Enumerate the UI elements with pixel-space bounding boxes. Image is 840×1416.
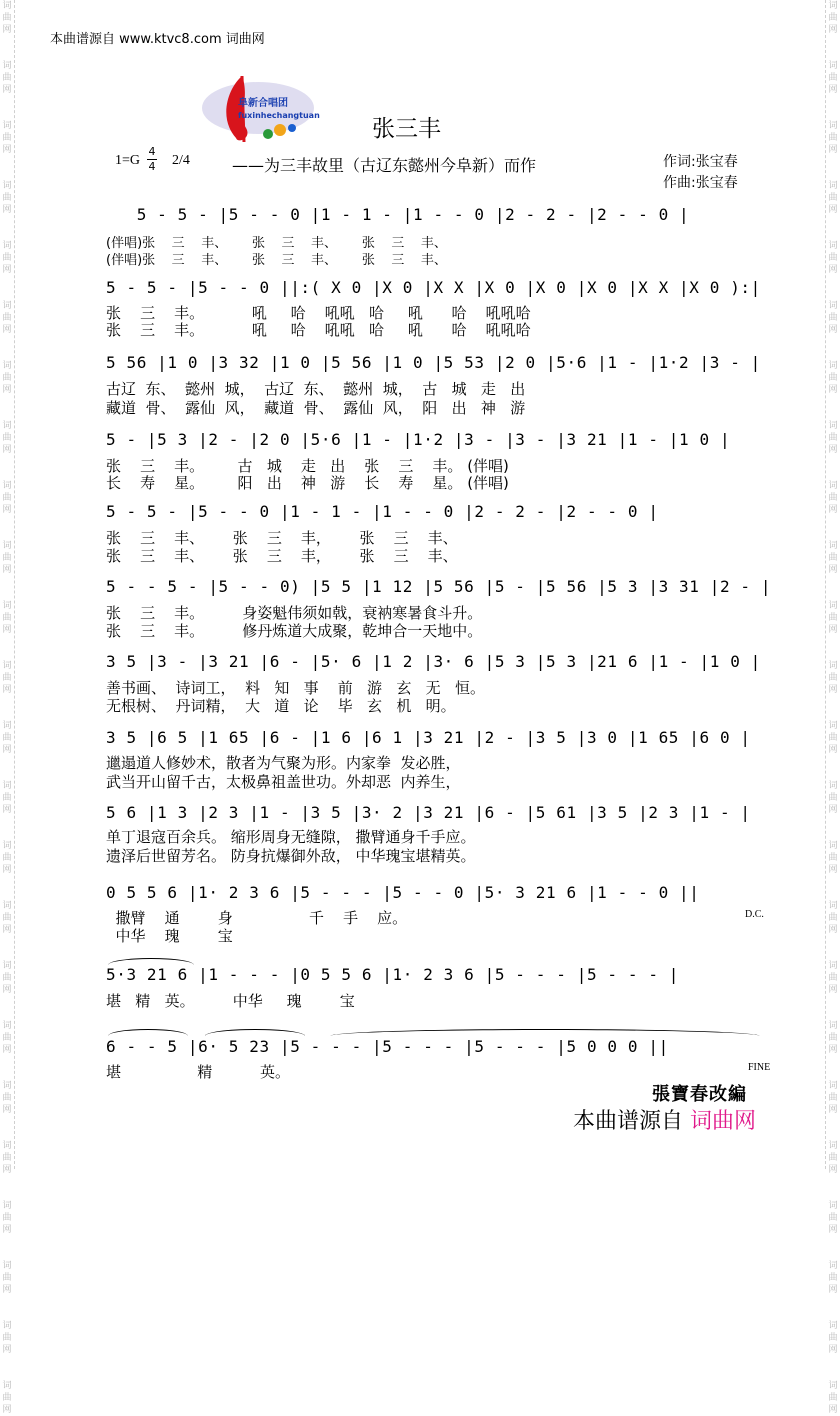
- watermark-left: 词 曲 网 词 曲 网 词 曲 网 词 曲 网 词 曲 网 词 曲 网 词 曲 网 词 曲 网 词 曲 网 词 曲 网 词 曲 网 词 曲 网 词 曲 网 词 曲 网 词 曲 网 词 曲 网 词 曲 网 词 曲 网 词 曲 网 词 曲 网 词 曲 网 词 曲 网 词 曲 网 词 曲 网: [0, 0, 15, 1169]
- song-title: 张三丰: [372, 116, 441, 142]
- lyrics-1-verse-1: (伴唱)张 三 丰、 张 三 丰、 张 三 丰、: [106, 236, 447, 251]
- composer: 作曲:张宝春: [663, 175, 738, 191]
- lyrics-9-verse-2: 遗泽后世留芳名。 防身抗爆御外敌， 中华瑰宝堪精英。: [106, 847, 476, 865]
- lyrics-2-verse-1: 张 三 丰。 吼 哈 吼吼 哈 吼 哈 吼吼哈: [106, 304, 531, 322]
- slur-3: [205, 1029, 305, 1036]
- source-line: 本曲谱源自 www.ktvc8.com 词曲网: [50, 32, 265, 47]
- slur-4: [330, 1029, 760, 1036]
- notation-line-2: 5 - 5 - |5 - - 0 ||:( X 0 |X 0 |X X |X 0 |X 0 |X 0 |X X |X 0 ):|: [106, 278, 761, 297]
- lyrics-11: 堪 精 英。 中华 瑰 宝: [106, 992, 355, 1010]
- meter-numerator: 4: [148, 145, 156, 158]
- lyrics-8-verse-1: 邋遢道人修妙术，散者为气聚为形。内家拳 发必胜，: [106, 754, 461, 772]
- lyrics-9-verse-1: 单丁退寇百余兵。 缩形周身无缝隙， 撒臂通身千手应。: [106, 828, 476, 846]
- slur-1: [108, 958, 194, 965]
- lyrics-7-verse-1: 善书画、 诗词工， 料 知 事 前 游 玄 无 恒。: [106, 679, 485, 697]
- lyrics-4-verse-1: 张 三 丰。 古 城 走 出 张 三 丰。 (伴唱): [106, 457, 509, 475]
- lyricist: 作词:张宝春: [663, 154, 738, 170]
- dc-mark: D.C.: [745, 909, 764, 920]
- watermark-right: 词 曲 网 词 曲 网 词 曲 网 词 曲 网 词 曲 网 词 曲 网 词 曲 网 词 曲 网 词 曲 网 词 曲 网 词 曲 网 词 曲 网 词 曲 网 词 曲 网 词 曲 网 词 曲 网 词 曲 网 词 曲 网 词 曲 网 词 曲 网 词 曲 网 词 曲 网 词 曲 网 词 曲 网: [825, 0, 840, 1169]
- lyrics-3-verse-2: 藏道 骨、 露仙 风， 藏道 骨、 露仙 风， 阳 出 神 游: [106, 399, 526, 417]
- notation-line-4: 5 - |5 3 |2 - |2 0 |5·6 |1 - |1·2 |3 - |3 - |3 21 |1 - |1 0 |: [106, 430, 731, 449]
- slur-2: [108, 1029, 188, 1036]
- notation-line-3: 5 56 |1 0 |3 32 |1 0 |5 56 |1 0 |5 53 |2 0 |5·6 |1 - |1·2 |3 - |: [106, 353, 761, 372]
- lyrics-6-verse-1: 张 三 丰。 身姿魁伟须如戟，衰衲寒暑食斗升。: [106, 604, 483, 622]
- notation-line-8: 3 5 |6 5 |1 65 |6 - |1 6 |6 1 |3 21 |2 - |3 5 |3 0 |1 65 |6 0 |: [106, 728, 751, 747]
- lyrics-10-verse-2: 中华 瑰 宝: [106, 927, 233, 945]
- lyrics-5-verse-1: 张 三 丰、 张 三 丰， 张 三 丰、: [106, 529, 458, 547]
- key-signature: 1=G: [115, 153, 141, 168]
- subtitle: ——为三丰故里（古辽东懿州今阜新）而作: [232, 156, 537, 175]
- source-prefix: 本曲谱源自: [573, 1109, 684, 1134]
- arranger-signature: 張寶春改編: [652, 1084, 747, 1105]
- lyrics-1-verse-2: (伴唱)张 三 丰、 张 三 丰、 张 三 丰、: [106, 253, 447, 268]
- notation-line-6: 5 - - 5 - |5 - - 0) |5 5 |1 12 |5 56 |5 - |5 56 |5 3 |3 31 |2 - |: [106, 577, 772, 596]
- lyrics-5-verse-2: 张 三 丰、 张 三 丰， 张 三 丰、: [106, 547, 458, 565]
- notation-line-10: 0 5 5 6 |1· 2 3 6 |5 - - - |5 - - 0 |5· 3 21 6 |1 - - 0 ||: [106, 883, 700, 902]
- source-footer: [573, 1104, 756, 1135]
- notation-line-5: 5 - 5 - |5 - - 0 |1 - 1 - |1 - - 0 |2 - 2 - |2 - - 0 |: [106, 502, 659, 521]
- lyrics-10-verse-1: 撒臂 通 身 千 手 应。: [106, 909, 408, 927]
- notation-line-11: 5·3 21 6 |1 - - - |0 5 5 6 |1· 2 3 6 |5 - - - |5 - - - |: [106, 965, 680, 984]
- notation-line-1: 5 - 5 - |5 - - 0 |1 - 1 - |1 - - 0 |2 - 2 - |2 - - 0 |: [106, 205, 690, 224]
- lyrics-2-verse-2: 张 三 丰。 吼 哈 吼吼 哈 吼 哈 吼吼哈: [106, 321, 531, 339]
- fine-mark: FINE: [748, 1062, 771, 1073]
- lyrics-12: 堪 精 英。: [106, 1063, 290, 1081]
- time-signature: [147, 145, 157, 174]
- source-site: 词曲网: [690, 1109, 757, 1134]
- lyrics-6-verse-2: 张 三 丰。 修丹炼道大成聚，乾坤合一天地中。: [106, 622, 483, 640]
- logo-pinyin: fuxinhechangtuan: [238, 111, 320, 120]
- notation-line-9: 5 6 |1 3 |2 3 |1 - |3 5 |3· 2 |3 21 |6 - |5 61 |3 5 |2 3 |1 - |: [106, 803, 751, 822]
- meter-denominator: 4: [148, 160, 156, 173]
- lyrics-8-verse-2: 武当开山留千古，太极鼻祖盖世功。外却恶 内养生，: [106, 773, 461, 791]
- logo-cn: 阜新合唱团: [238, 98, 288, 109]
- lyrics-3-verse-1: 古辽 东、 懿州 城， 古辽 东、 懿州 城， 古 城 走 出: [106, 380, 526, 398]
- lyrics-4-verse-2: 长 寿 星。 阳 出 神 游 长 寿 星。 (伴唱): [106, 474, 509, 492]
- lyrics-7-verse-2: 无根树、 丹词精， 大 道 论 毕 玄 机 明。: [106, 697, 456, 715]
- notation-line-7: 3 5 |3 - |3 21 |6 - |5· 6 |1 2 |3· 6 |5 3 |5 3 |21 6 |1 - |1 0 |: [106, 652, 761, 671]
- alt-time-signature: 2/4: [172, 153, 190, 168]
- notation-line-12: 6 - - 5 |6· 5 23 |5 - - - |5 - - - |5 - - - |5 0 0 0 ||: [106, 1037, 669, 1056]
- logo-text: [238, 98, 320, 122]
